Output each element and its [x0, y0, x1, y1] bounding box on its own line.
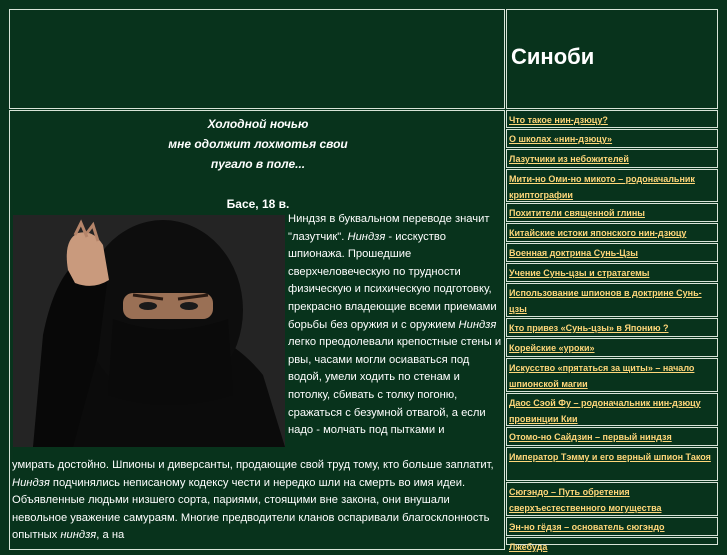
article-text: , а на [96, 529, 125, 542]
nav-link[interactable]: Что такое нин-дзюцу? [509, 115, 608, 125]
nav-item[interactable] [506, 129, 718, 148]
nav-item[interactable] [506, 482, 718, 516]
article-text: подчинялись неписаному кодексу чести и нередко шли на смерть во имя идеи. Объявленные людьми низшего сорта, париями, стоящими вне закона, они внушали невольное уважение самураям. Многие предводители кланов оспаривали благосклонность опытных [12, 476, 490, 542]
term-ninja: Ниндзя [458, 318, 497, 331]
nav-link[interactable]: Корейские «уроки» [509, 343, 595, 353]
nav-link[interactable]: Китайские истоки японского нин-дзюцу [509, 228, 687, 238]
nav-item[interactable] [506, 203, 718, 222]
nav-item[interactable] [506, 338, 718, 357]
nav-item[interactable] [506, 263, 718, 282]
poem-line: мне одолжит лохмотья свои [168, 137, 348, 151]
main-content [9, 110, 505, 550]
term-ninja: Ниндзя [347, 230, 386, 243]
nav-link[interactable]: Похитители священной глины [509, 208, 645, 218]
nav-item[interactable] [506, 110, 718, 128]
nav-item[interactable] [506, 243, 718, 262]
article-paragraph-full [12, 457, 504, 545]
nav-link[interactable]: Лазутчики из небожителей [509, 154, 629, 164]
nav-link[interactable]: Лжебуда [509, 542, 548, 552]
nav-item[interactable] [506, 283, 718, 317]
site-title: Синоби [511, 44, 595, 69]
nav-link[interactable]: Отомо-но Сайдзин – первый ниндзя [509, 432, 672, 442]
article-text: умирать достойно. Шпионы и диверсанты, продающие свой труд тому, кто больше заплатит, [12, 459, 494, 471]
nav-item[interactable] [506, 169, 718, 202]
nav-link[interactable]: Даос Сэой Фу – родоначальник нин-дзюцу провинции Кии [509, 398, 701, 424]
article-text: легко преодолевали крепостные стены и рвы, часами могли осиаваться под водой, умели ходить по стенам и потолку, сбивать с толку погоню, сражаться с безумной отвагой, а если надо - молчать под пытками и [288, 336, 502, 437]
nav-link[interactable]: Использование шпионов в доктрине Сунь-цзы [509, 288, 702, 314]
nav-item[interactable] [506, 517, 718, 536]
term-ninja: ниндзя [60, 529, 97, 542]
ninja-illustration [13, 215, 285, 447]
nav-link[interactable]: Учение Сунь-цзы и стратагемы [509, 268, 650, 278]
article-text: - исскуство шпионажа. Прошедшие сверхчеловеческую по трудности физическую и психическую подготовку, прекрасно владеющие всеми приемами борьбы без оружия и с оружием [288, 230, 497, 331]
nav-item[interactable] [506, 149, 718, 168]
nav-item[interactable] [506, 393, 718, 426]
poem-line: Холодной ночью [207, 117, 309, 131]
nav-item[interactable] [506, 427, 718, 446]
nav-item[interactable] [506, 447, 718, 481]
nav-item[interactable] [506, 358, 718, 392]
nav-link[interactable]: Эн-но гёдзя – основатель сюгэндо [509, 522, 665, 532]
nav-link[interactable]: Искусство «прятаться за щиты» – начало шпионской магии [509, 363, 695, 389]
nav-link[interactable]: Император Тэмму и его верный шпион Такоя [509, 452, 711, 462]
epigraph-poem [10, 114, 506, 214]
nav-link[interactable]: О школах «нин-дзюцу» [509, 134, 613, 144]
ninja-photo [13, 215, 285, 447]
poem-author: Басе, 18 в. [226, 197, 290, 211]
article-text: Ниндзя в буквальном переводе значит "лазутчик". [288, 213, 490, 243]
nav-link[interactable]: Мити-но Оми-но микото – родоначальник криптографии [509, 174, 695, 200]
nav-link[interactable]: Кто привез «Сунь-цзы» в Японию ? [509, 323, 669, 333]
nav-item[interactable] [506, 223, 718, 242]
poem-line: пугало в поле... [210, 157, 306, 171]
nav-link[interactable]: Военная доктрина Сунь-Цзы [509, 248, 638, 258]
nav-item[interactable] [506, 537, 718, 552]
term-ninja: Ниндзя [12, 476, 50, 489]
article-paragraph-wrap [288, 211, 504, 440]
nav-item[interactable] [506, 318, 718, 337]
header-banner [9, 9, 505, 109]
header-title-box [506, 9, 718, 109]
nav-link[interactable]: Сюгэндо – Путь обретения сверхъестественного могущества [509, 487, 662, 513]
